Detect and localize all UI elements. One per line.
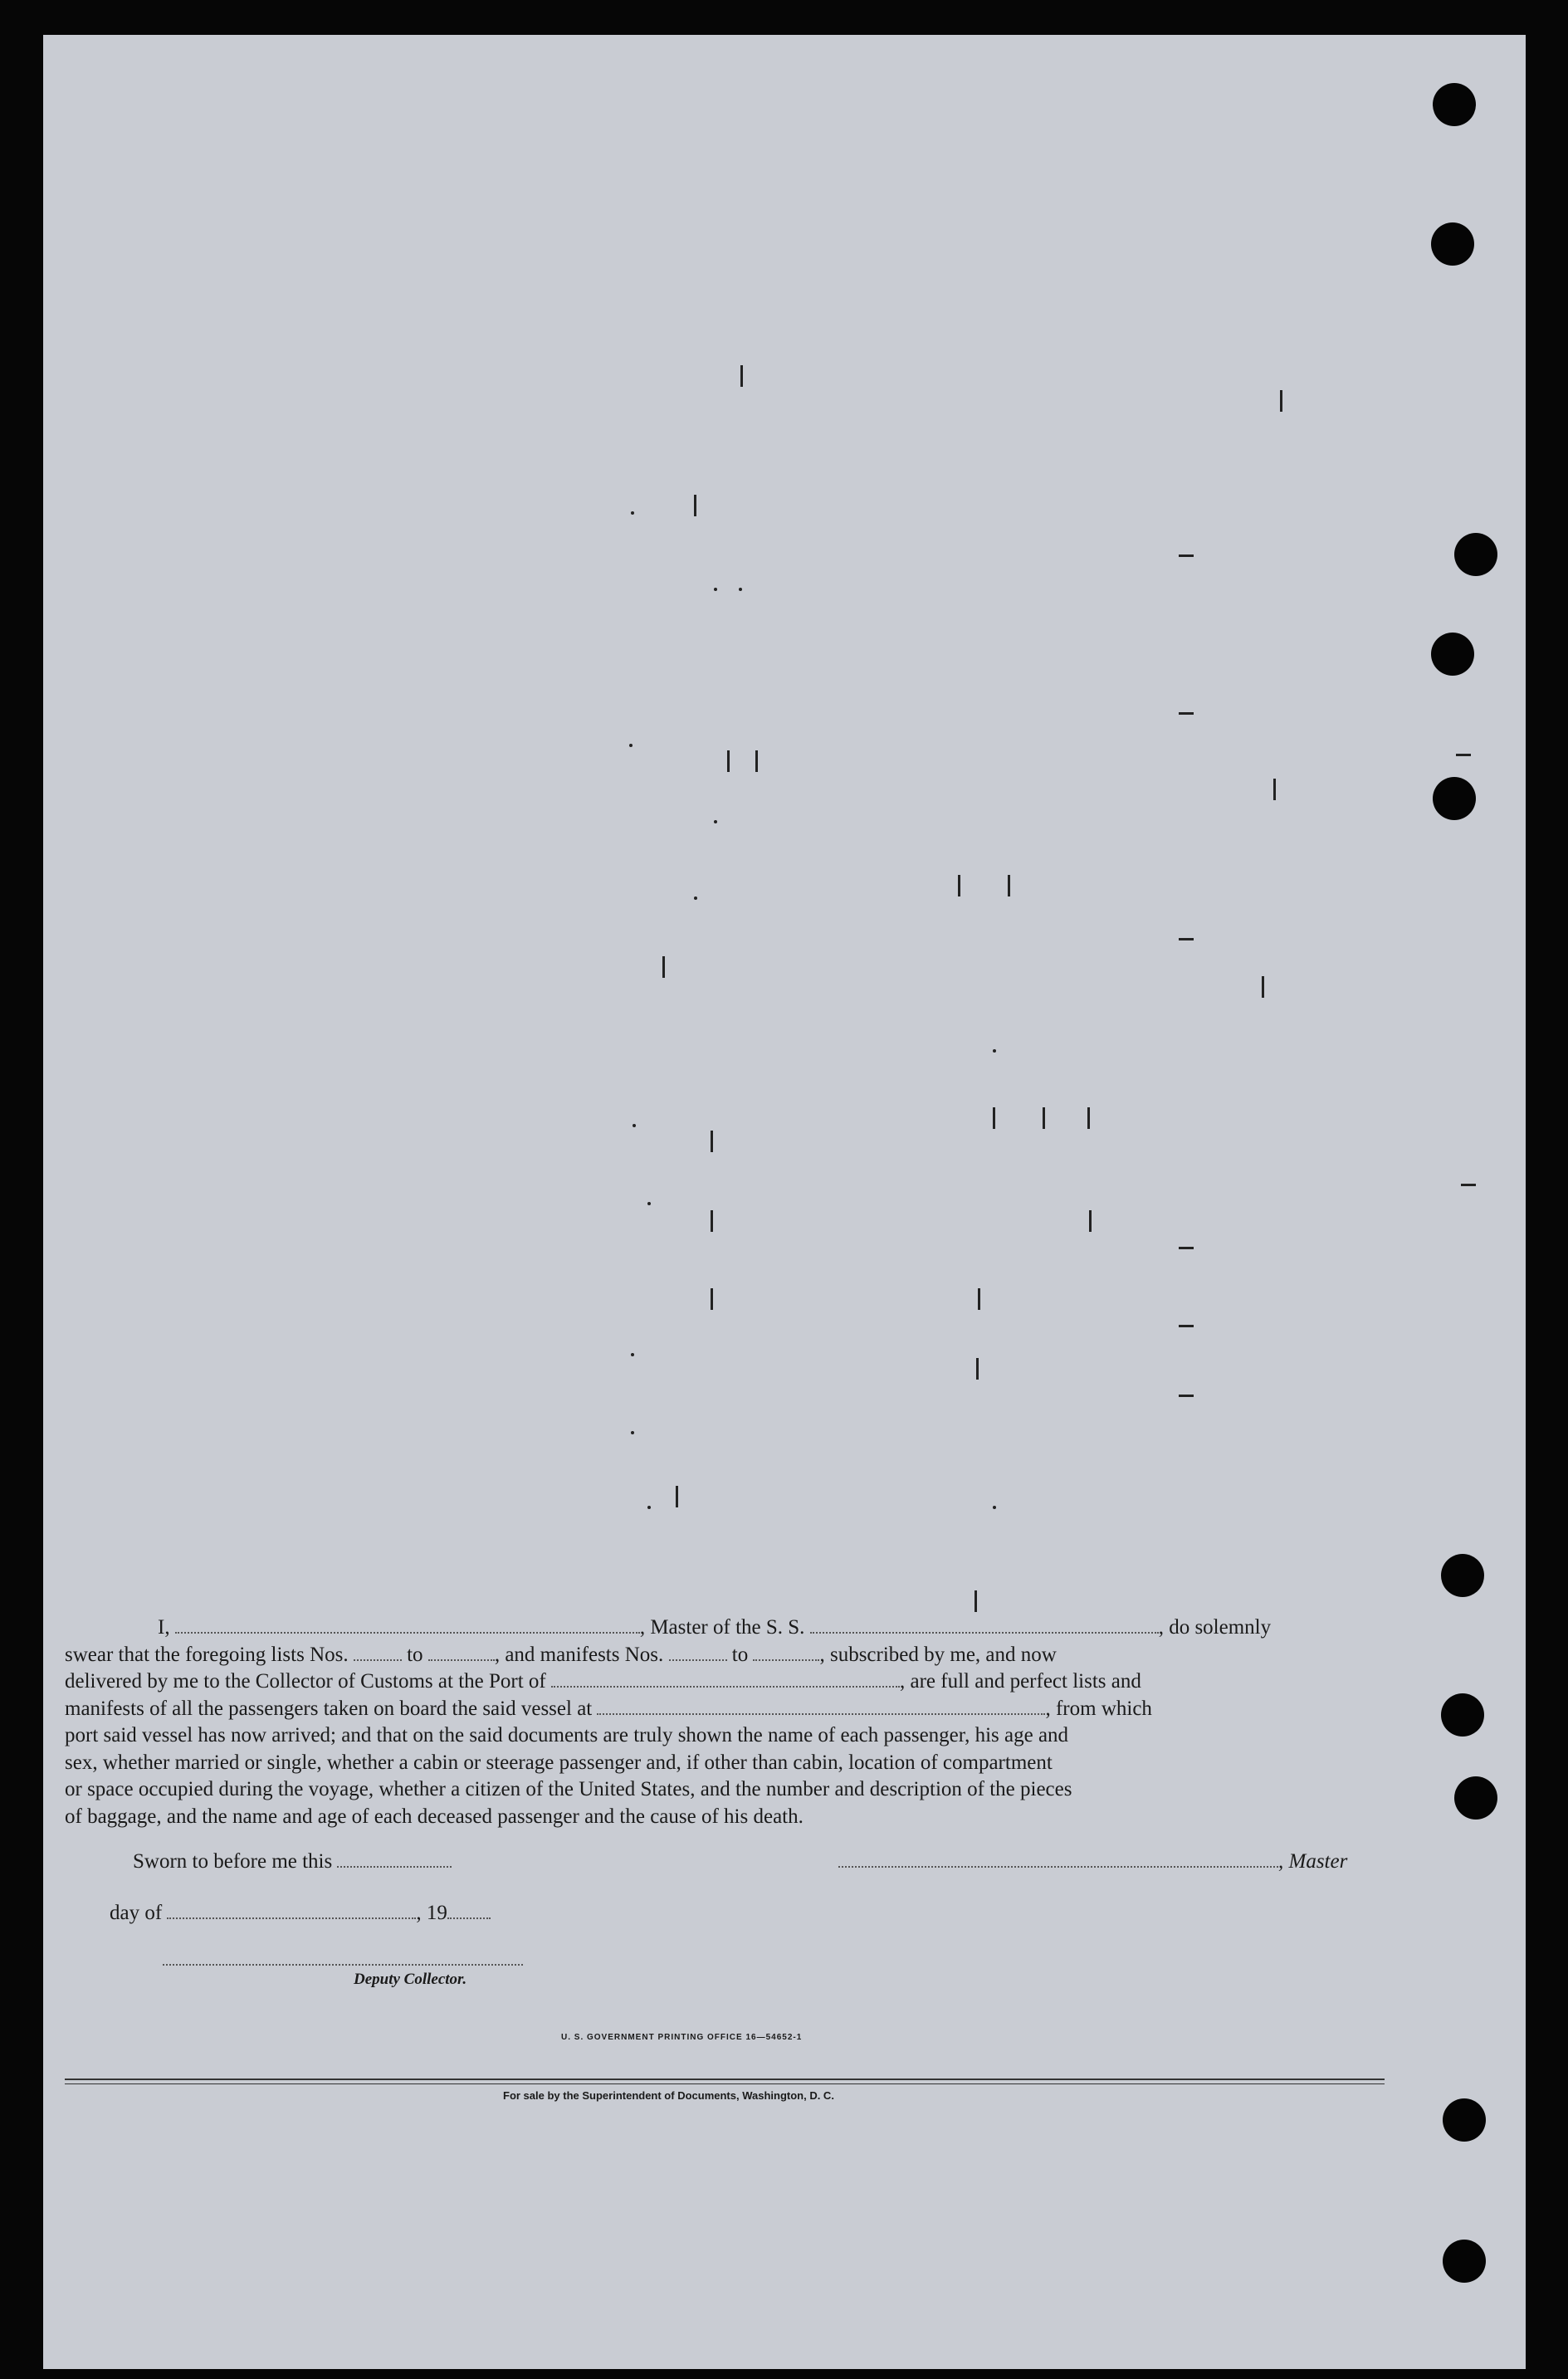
oath-text: to — [407, 1643, 423, 1666]
oath-line-5: port said vessel has now arrived; and that on the said documents are truly shown the name of each passenger, his age and — [65, 1724, 1069, 1746]
column-mark — [1043, 1107, 1045, 1129]
column-mark — [993, 1506, 996, 1509]
column-mark — [1179, 1247, 1194, 1249]
column-mark — [633, 1124, 636, 1127]
oath-text: I, — [158, 1616, 170, 1639]
column-mark — [647, 1202, 651, 1205]
sworn-line — [133, 1849, 452, 1873]
deputy-collector-line — [163, 1947, 523, 1966]
sale-notice: For sale by the Superintendent of Documents, Washington, D. C. — [503, 2089, 834, 2102]
oath-line-3 — [65, 1668, 1368, 1696]
column-mark — [631, 511, 634, 515]
column-mark — [631, 1353, 634, 1356]
column-mark — [714, 588, 717, 591]
column-mark — [1461, 1184, 1476, 1186]
ship-name-blank[interactable] — [810, 1615, 1159, 1634]
master-oath — [65, 1614, 1368, 1830]
binder-hole — [1454, 1776, 1497, 1820]
column-mark — [1262, 976, 1264, 998]
column-mark — [1179, 1395, 1194, 1397]
column-mark — [739, 588, 742, 591]
master-signature-blank[interactable] — [838, 1849, 1278, 1868]
column-mark — [993, 1107, 995, 1129]
binder-hole — [1433, 777, 1476, 820]
column-mark — [714, 820, 717, 823]
master-label: , Master — [1278, 1850, 1348, 1873]
column-mark — [694, 896, 697, 900]
column-mark — [711, 1288, 713, 1310]
column-mark — [1179, 938, 1194, 940]
binder-hole — [1454, 533, 1497, 576]
column-mark — [694, 495, 696, 516]
binder-hole — [1431, 633, 1474, 676]
binder-hole — [1431, 222, 1474, 266]
column-mark — [1179, 554, 1194, 557]
column-mark — [1456, 754, 1471, 756]
column-mark — [1089, 1210, 1092, 1232]
oath-line-2 — [65, 1642, 1368, 1669]
column-mark — [958, 875, 960, 896]
column-mark — [993, 1049, 996, 1053]
date-line — [110, 1901, 491, 1925]
oath-text: manifests of all the passengers taken on board the said vessel at — [65, 1697, 593, 1720]
oath-line-1 — [65, 1614, 1368, 1642]
printing-office-imprint: U. S. GOVERNMENT PRINTING OFFICE 16—54652-1 — [561, 2033, 803, 2042]
year-blank[interactable] — [447, 1901, 491, 1919]
form-sheet — [43, 35, 1526, 2369]
column-mark — [631, 1431, 634, 1434]
column-mark — [727, 750, 730, 772]
binder-hole — [1441, 1693, 1484, 1737]
list-from-blank[interactable] — [354, 1643, 402, 1661]
column-mark — [711, 1210, 713, 1232]
column-mark — [662, 956, 665, 978]
column-mark — [975, 1590, 977, 1612]
oath-text: , do solemnly — [1158, 1616, 1272, 1639]
footer-rule — [65, 2083, 1385, 2084]
binder-hole — [1441, 1554, 1484, 1597]
oath-text: swear that the foregoing lists Nos. — [65, 1643, 349, 1666]
port-blank[interactable] — [551, 1669, 900, 1688]
column-mark — [676, 1486, 678, 1507]
oath-text: delivered by me to the Collector of Customs at the Port of — [65, 1670, 546, 1693]
manifest-from-blank[interactable] — [669, 1643, 727, 1661]
footer-rule — [65, 2079, 1385, 2080]
oath-line-8: of baggage, and the name and age of each deceased passenger and the cause of his death. — [65, 1805, 804, 1828]
column-mark — [1280, 390, 1282, 412]
oath-text: , and manifests Nos. — [494, 1643, 664, 1666]
column-mark — [740, 365, 743, 387]
column-mark — [978, 1288, 980, 1310]
binder-hole — [1443, 2098, 1486, 2142]
list-to-blank[interactable] — [428, 1643, 495, 1661]
column-mark — [1008, 875, 1010, 896]
sworn-day-blank[interactable] — [337, 1849, 452, 1868]
sworn-label: Sworn to before me this — [133, 1850, 333, 1873]
oath-line-6: sex, whether married or single, whether a cabin or steerage passenger and, if other than cabin, location of compartment — [65, 1751, 1053, 1774]
column-mark — [755, 750, 758, 772]
oath-text: , are full and perfect lists and — [900, 1670, 1141, 1693]
day-of-label: day of — [110, 1902, 163, 1924]
master-signature-line — [838, 1849, 1347, 1873]
deputy-collector-label: Deputy Collector. — [354, 1971, 467, 1988]
oath-text: , Master of the S. S. — [639, 1616, 805, 1639]
column-mark — [1273, 779, 1276, 800]
binder-hole — [1443, 2240, 1486, 2283]
manifest-to-blank[interactable] — [753, 1643, 819, 1661]
departure-port-blank[interactable] — [597, 1697, 1045, 1715]
column-mark — [647, 1506, 651, 1509]
column-mark — [1179, 1325, 1194, 1327]
column-mark — [976, 1358, 979, 1380]
deputy-signature-blank[interactable] — [163, 1947, 523, 1966]
oath-line-7: or space occupied during the voyage, whether a citizen of the United States, and the number and description of the pieces — [65, 1778, 1072, 1800]
month-blank[interactable] — [167, 1901, 416, 1919]
column-mark — [1179, 712, 1194, 715]
oath-line-4 — [65, 1696, 1368, 1723]
oath-text: , subscribed by me, and now — [819, 1643, 1057, 1666]
column-mark — [629, 744, 633, 747]
column-mark — [1087, 1107, 1090, 1129]
master-name-blank[interactable] — [175, 1615, 640, 1634]
column-mark — [711, 1131, 713, 1152]
binder-hole — [1433, 83, 1476, 126]
year-label: , 19 — [416, 1902, 447, 1924]
oath-text: to — [731, 1643, 749, 1666]
oath-text: , from which — [1045, 1697, 1152, 1720]
